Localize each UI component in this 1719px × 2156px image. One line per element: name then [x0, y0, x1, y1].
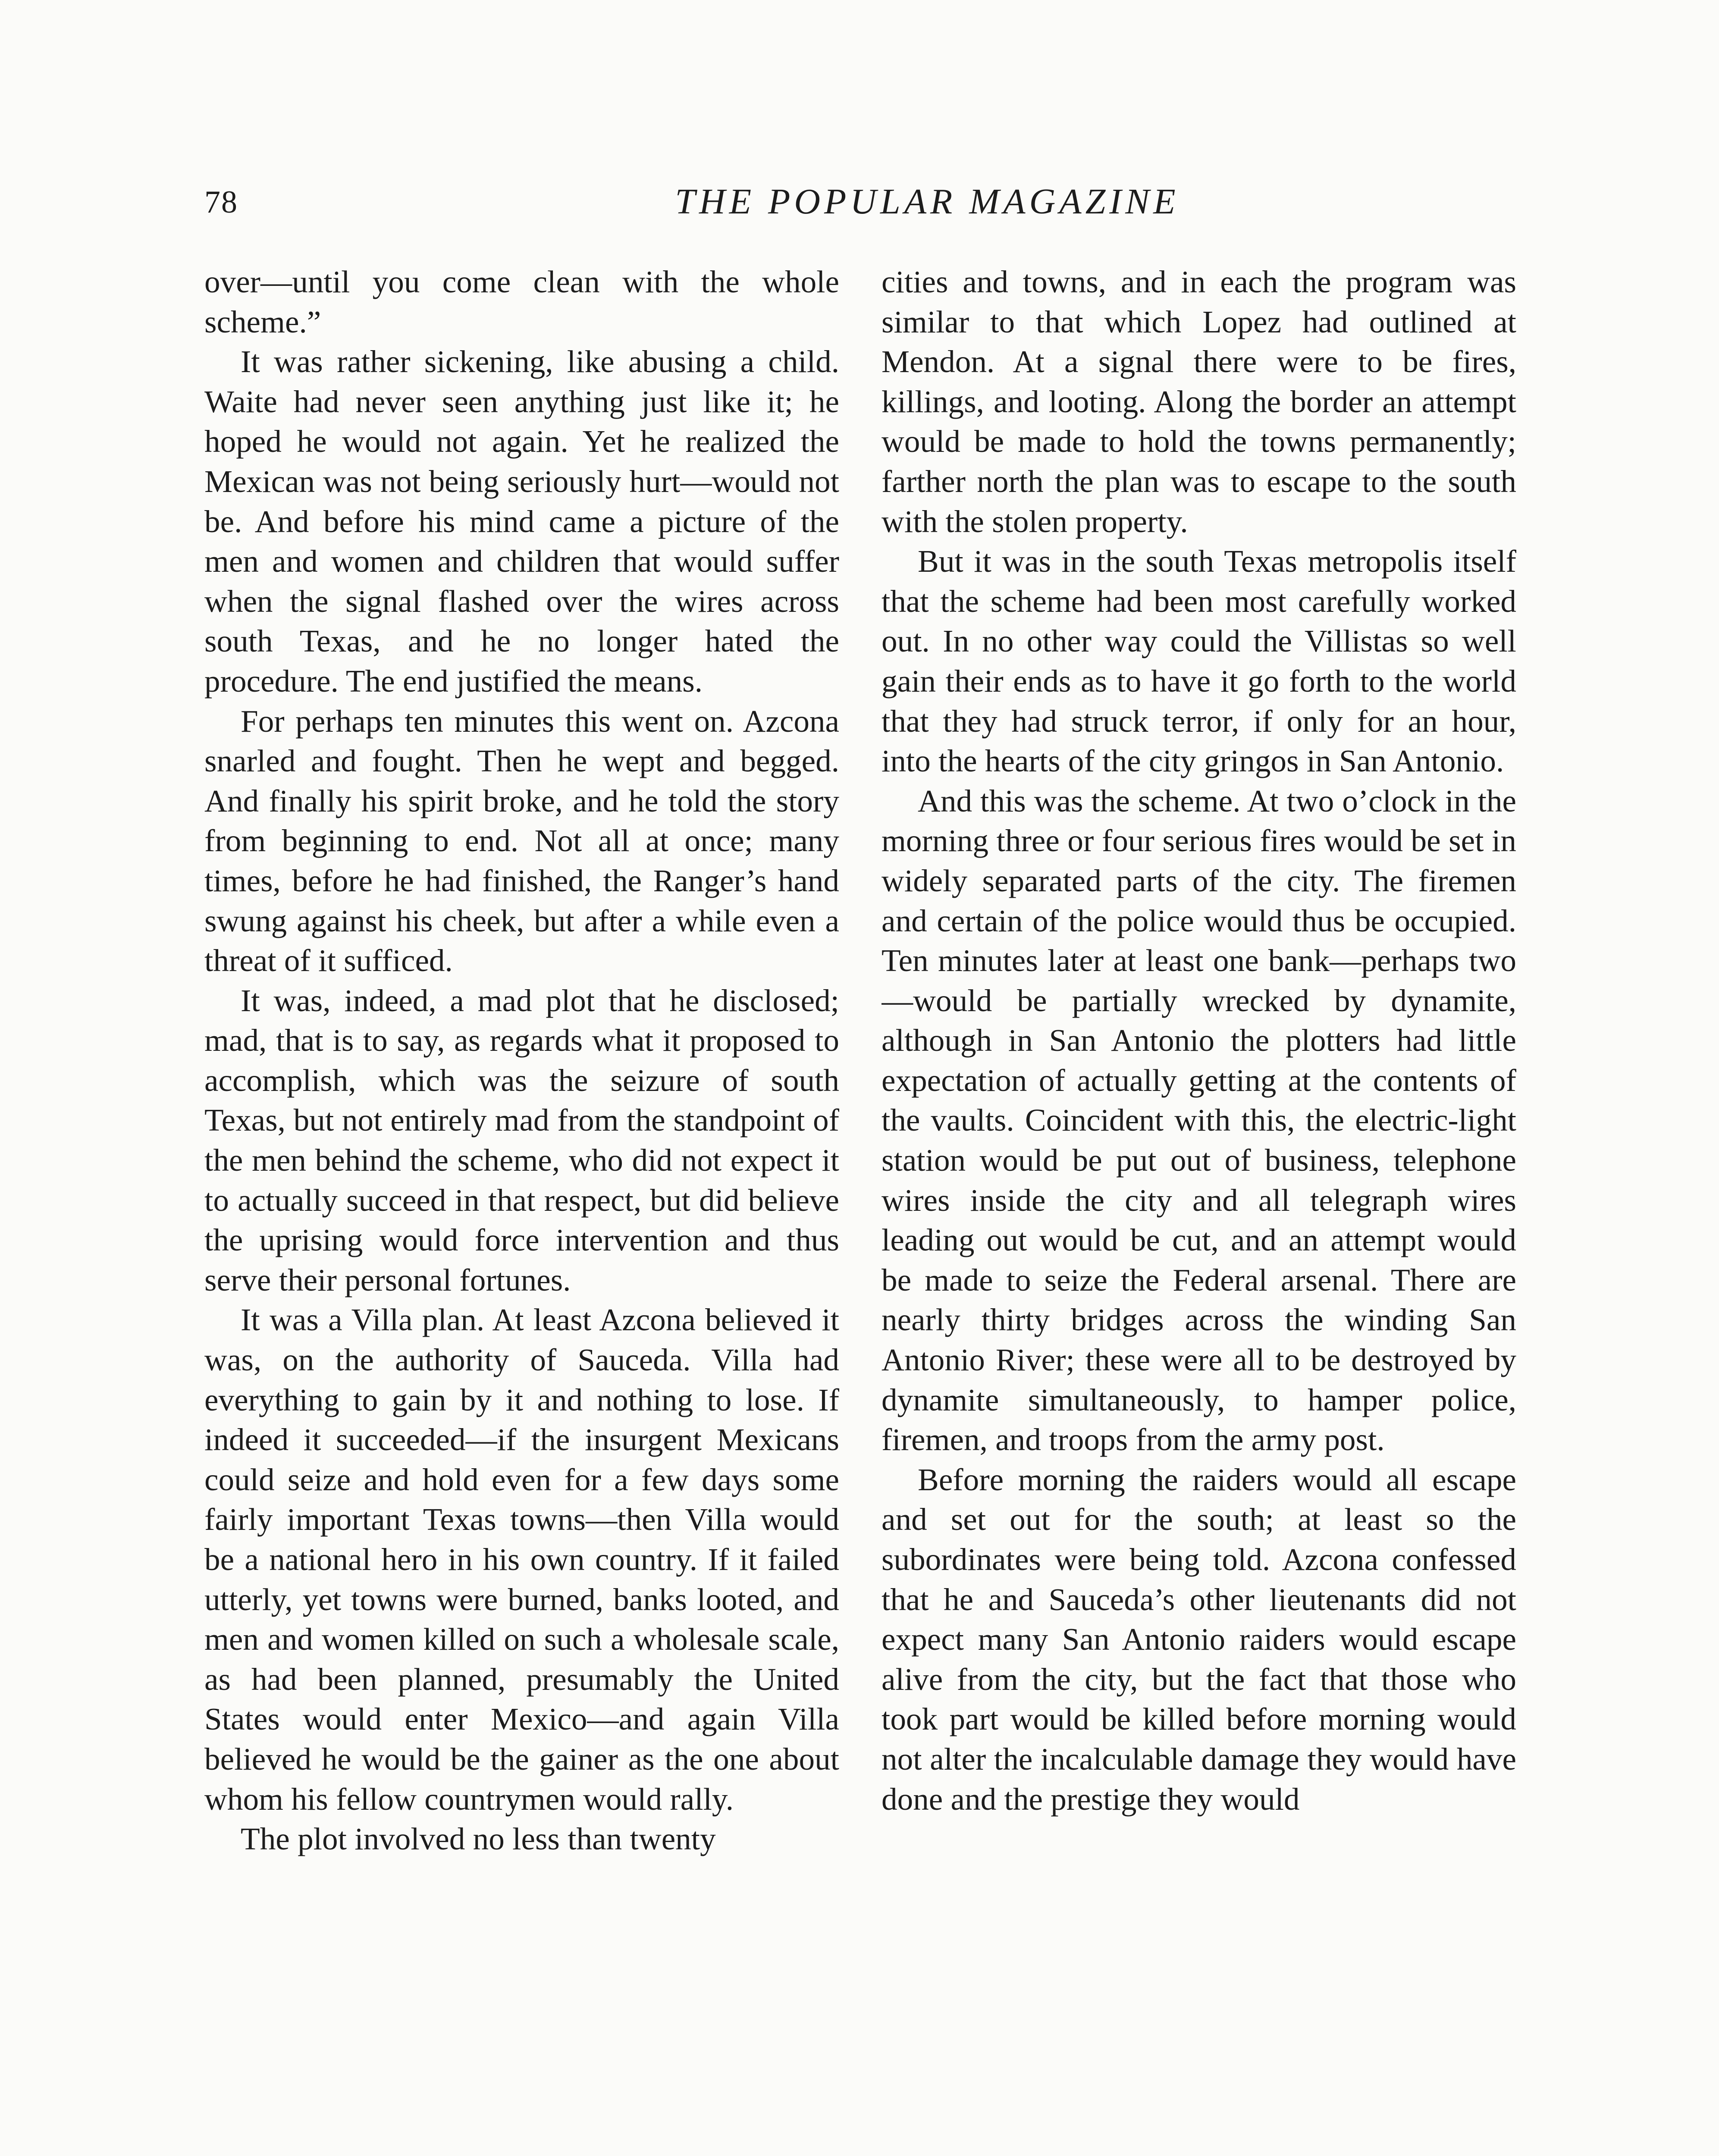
paragraph: It was a Villa plan. At least Azcona believed it was, on the authority of Sauceda. Villa had everything to gain by it and nothing to lose. If indeed it succeeded—if the insurgent Mexicans could seize and hold even for a few days some fairly important Texas towns—then Villa would be a national hero in his own country. If it failed utterly, yet towns were burned, banks looted, and men and women killed on such a wholesale scale, as had been planned, presumably the United States would enter Mexico—and again Villa believed he would be the gainer as the one about whom his fellow countrymen would rally.	[204, 1302, 839, 1817]
paragraph: It was, indeed, a mad plot that he disclosed; mad, that is to say, as regards what it proposed to accomplish, which was the seizure of south Texas, but not entirely mad from the standpoint of the men behind the scheme, who did not expect it to actually succeed in that respect, but did believe the uprising would force intervention and thus serve their personal fortunes.	[204, 983, 839, 1297]
paragraph: And this was the scheme. At two o’clock in the morning three or four serious fires would be set in widely separated parts of the city. The firemen and certain of the police would thus be occupied. Ten minutes later at least one bank—perhaps two—would be partially wrecked by dynamite, although in San Antonio the plotters had little expectation of actually getting at the contents of the vaults. Coincident with this, the electric-light station would be put out of business, telephone wires inside the city and all telegraph wires leading out would be cut, and an attempt would be made to seize the Federal arsenal. There are nearly thirty bridges across the winding San Antonio River; these were all to be destroyed by dynamite simultaneously, to hamper police, firemen, and troops from the army post.	[881, 783, 1516, 1457]
paragraph: over—until you come clean with the whole scheme.”	[204, 264, 839, 339]
right-column	[881, 262, 1516, 2156]
page-number: 78	[204, 185, 238, 220]
left-column	[204, 262, 839, 2156]
paragraph: cities and towns, and in each the program was similar to that which Lopez had outlined at Mendon. At a signal there were to be fires, killings, and looting. Along the border an attempt would be made to hold the towns permanently; farther north the plan was to escape to the south with the stolen property.	[881, 264, 1516, 539]
running-title: THE POPULAR MAGAZINE	[675, 182, 1179, 222]
paragraph: But it was in the south Texas metropolis itself that the scheme had been most carefully worked out. In no other way could the Villistas so well gain their ends as to have it go forth to the world that they had struck terror, if only for an hour, into the hearts of the city gringos in San Antonio.	[881, 544, 1516, 779]
paragraph: Before morning the raiders would all escape and set out for the south; at least so the subordinates were being told. Azcona confessed that he and Sauceda’s other lieutenants did not expect many San Antonio raiders would escape alive from the city, but the fact that those who took part would be killed before morning would not alter the incalculable damage they would have done and the prestige they would	[881, 1462, 1516, 1817]
paragraph: For perhaps ten minutes this went on. Azcona snarled and fought. Then he wept and begged. And finally his spirit broke, and he told the story from beginning to end. Not all at once; many times, before he had finished, the Ranger’s hand swung against his cheek, but after a while even a threat of it sufficed.	[204, 703, 839, 978]
paragraph: It was rather sickening, like abusing a child. Waite had never seen anything just like it; he hoped he would not again. Yet he realized the Mexican was not being seriously hurt—would not be. And before his mind came a picture of the men and women and children that would suffer when the signal flashed over the wires across south Texas, and he no longer hated the procedure. The end justified the means.	[204, 344, 839, 699]
paragraph: The plot involved no less than twenty	[241, 1821, 716, 1857]
